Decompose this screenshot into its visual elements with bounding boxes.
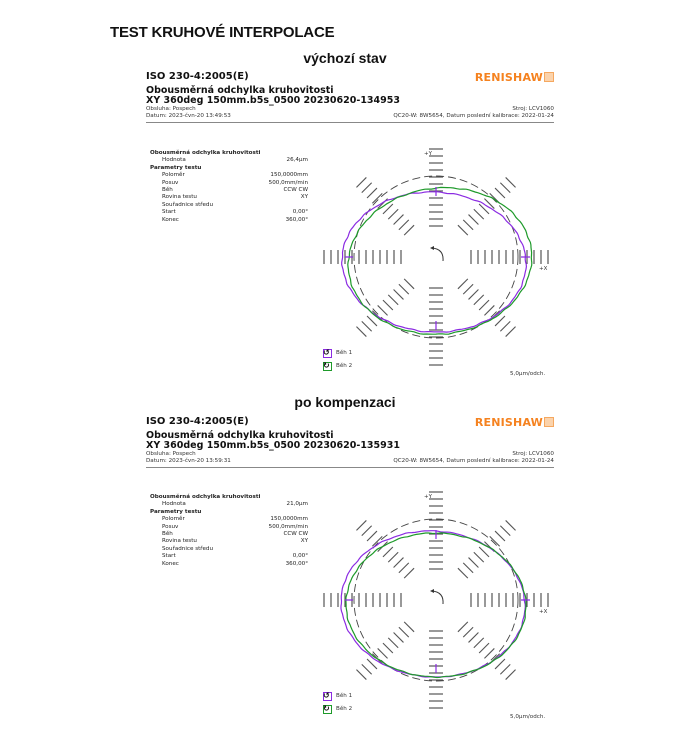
param-row (150, 553, 308, 560)
grid-tick-diag (404, 225, 414, 235)
logo-text: RENISHAW (474, 416, 543, 429)
grid-tick-diag (484, 305, 494, 315)
report-meta (146, 106, 554, 120)
legend-compensated (323, 690, 352, 716)
operator: Obsluha: Pospech (146, 451, 196, 457)
result-row (150, 157, 308, 164)
grid-tick-diag (388, 209, 398, 219)
scale-label: 5,0µm/odch. (510, 371, 546, 377)
grid-tick-diag (469, 215, 479, 225)
param-row (150, 538, 308, 545)
params-heading: Parametry testu (150, 508, 202, 515)
grid-tick-diag (500, 183, 510, 193)
params-heading: Parametry testu (150, 164, 202, 171)
operator: Obsluha: Pospech (146, 106, 196, 112)
logo-mark-icon (544, 417, 554, 427)
legend-label: Běh 2 (336, 363, 353, 369)
param-row (150, 546, 308, 553)
header-divider (146, 467, 554, 468)
param-label: Běh (162, 186, 173, 193)
grid-tick-diag (362, 664, 372, 674)
param-label: Posuv (162, 523, 179, 530)
report-meta (146, 451, 554, 465)
cw-arrow-icon: ↻ (323, 362, 332, 371)
grid-tick-diag (479, 204, 489, 214)
param-row (150, 217, 308, 224)
rotation-arrow-icon (432, 248, 443, 261)
param-row (150, 172, 308, 179)
calibration: QC20-W: 8W5654, Datum poslední kalibrace: 2022-01-24 (393, 113, 554, 119)
result-heading: Obousměrná odchylka kruhovitosti (150, 494, 261, 500)
machine: Stroj: LCV1060 (512, 451, 554, 457)
grid-tick-diag (399, 220, 409, 230)
param-value: CCW CW (283, 530, 308, 537)
scale-label: 5,0µm/odch. (510, 714, 546, 720)
results-panel-compensated (150, 494, 308, 568)
param-label: Souřadnice středu (162, 201, 214, 208)
grid-tick-diag (458, 622, 468, 632)
param-label: Souřadnice středu (162, 545, 214, 552)
grid-tick-diag (356, 670, 366, 680)
param-row (150, 187, 308, 194)
param-row (150, 516, 308, 523)
grid-tick-diag (469, 633, 479, 643)
grid-tick-diag (490, 536, 500, 546)
grid-tick-diag (367, 316, 377, 326)
ccw-arrow-icon: ↺ (323, 692, 332, 701)
grid-tick-diag (463, 220, 473, 230)
axis-y-label: +Y (424, 494, 432, 500)
grid-tick-diag (469, 290, 479, 300)
grid-tick-diag (394, 633, 404, 643)
param-label: Konec (162, 216, 179, 223)
param-value: 360,00° (285, 560, 308, 567)
grid-tick-diag (479, 547, 489, 557)
report-title-line1: Obousměrná odchylka kruhovitosti (146, 85, 334, 96)
report-header-initial (146, 71, 554, 123)
ccw-arrow-icon: ↺ (323, 349, 332, 358)
param-label: Rovina testu (162, 194, 197, 201)
grid-tick-diag (500, 321, 510, 331)
report-title-line2: XY 360deg 150mm.b5s_0500 20230620-134953 (146, 95, 400, 106)
grid-tick-diag (495, 316, 505, 326)
param-value: 150,0000mm (270, 172, 308, 179)
report-title-line1: Obousměrná odchylka kruhovitosti (146, 430, 334, 441)
grid-tick-diag (506, 327, 516, 337)
date: Datum: 2023-čvn-20 13:49:53 (146, 113, 231, 119)
result-value: 21,0µm (286, 501, 308, 508)
result-label: Hodnota (162, 157, 186, 164)
standard-label: ISO 230-4:2005(E) (146, 416, 249, 427)
page-title: TEST KRUHOVÉ INTERPOLACE (110, 24, 335, 41)
grid-tick-diag (378, 648, 388, 658)
grid-tick-diag (463, 284, 473, 294)
param-label: Konec (162, 560, 179, 567)
grid-tick-diag (356, 177, 366, 187)
grid-tick-diag (495, 531, 505, 541)
date: Datum: 2023-čvn-20 13:59:31 (146, 458, 231, 464)
legend-run2 (323, 703, 352, 716)
grid-tick-diag (495, 188, 505, 198)
grid-tick-diag (479, 643, 489, 653)
grid-tick-diag (356, 520, 366, 530)
axis-y-label: +Y (424, 151, 432, 157)
result-row (150, 501, 308, 508)
param-value: 150,0000mm (270, 516, 308, 523)
grid-tick-diag (506, 520, 516, 530)
grid-tick-diag (372, 193, 382, 203)
grid-tick-diag (469, 558, 479, 568)
grid-tick-diag (458, 568, 468, 578)
param-value: XY (300, 194, 308, 201)
grid-tick-diag (506, 670, 516, 680)
axis-x-label: +X (539, 266, 548, 272)
logo-mark-icon (544, 72, 554, 82)
grid-tick-diag (404, 568, 414, 578)
grid-tick-diag (500, 664, 510, 674)
param-label: Poloměr (162, 172, 185, 179)
param-label: Start (162, 553, 176, 560)
calibration: QC20-W: 8W5654, Datum poslední kalibrace: 2022-01-24 (393, 458, 554, 464)
param-row (150, 524, 308, 531)
grid-tick-diag (388, 552, 398, 562)
grid-tick-diag (463, 563, 473, 573)
legend-label: Běh 2 (336, 706, 353, 712)
polar-plot-initial (318, 144, 554, 370)
param-value: 0,00° (292, 209, 308, 216)
grid-tick-diag (367, 188, 377, 198)
grid-tick-diag (506, 177, 516, 187)
rotation-arrow-icon (432, 591, 443, 604)
grid-tick-diag (474, 552, 484, 562)
param-value: 360,00° (285, 216, 308, 223)
results-panel-initial (150, 150, 308, 224)
legend-label: Běh 1 (336, 350, 353, 356)
grid-tick-diag (383, 643, 393, 653)
legend-run2 (323, 360, 352, 373)
grid-tick-diag (356, 327, 366, 337)
param-row (150, 180, 308, 187)
param-label: Posuv (162, 179, 179, 186)
axis-x-label: +X (539, 609, 548, 615)
grid-tick-diag (394, 558, 404, 568)
cw-arrow-icon: ↻ (323, 705, 332, 714)
renishaw-logo (475, 71, 554, 84)
grid-tick-diag (367, 531, 377, 541)
legend-label: Běh 1 (336, 693, 353, 699)
result-value: 26,4µm (286, 157, 308, 164)
grid-tick-diag (399, 284, 409, 294)
legend-run1 (323, 690, 352, 703)
machine: Stroj: LCV1060 (512, 106, 554, 112)
grid-tick-diag (474, 295, 484, 305)
param-row (150, 209, 308, 216)
grid-tick-diag (399, 563, 409, 573)
rotation-arrowhead-icon (430, 246, 434, 250)
param-row (150, 194, 308, 201)
legend-initial (323, 347, 352, 373)
grid-tick-diag (388, 638, 398, 648)
nominal-circle (354, 176, 518, 338)
grid-tick-diag (495, 659, 505, 669)
report-title-line2: XY 360deg 150mm.b5s_0500 20230620-135931 (146, 440, 400, 451)
legend-run1 (323, 347, 352, 360)
param-value: 500,0mm/min (268, 179, 308, 186)
result-heading: Obousměrná odchylka kruhovitosti (150, 150, 261, 156)
grid-tick-diag (479, 300, 489, 310)
section-title-compensated: po kompenzaci (294, 394, 396, 410)
renishaw-logo (475, 416, 554, 429)
grid-tick-diag (500, 526, 510, 536)
result-label: Hodnota (162, 501, 186, 508)
grid-tick-diag (474, 638, 484, 648)
grid-tick-diag (383, 300, 393, 310)
param-value: XY (300, 538, 308, 545)
header-divider (146, 122, 554, 123)
grid-tick-diag (362, 526, 372, 536)
grid-tick-diag (484, 648, 494, 658)
grid-tick-diag (394, 290, 404, 300)
param-label: Start (162, 209, 176, 216)
param-value: 500,0mm/min (268, 523, 308, 530)
grid-tick-diag (458, 225, 468, 235)
grid-tick-diag (378, 305, 388, 315)
param-label: Běh (162, 530, 173, 537)
param-label: Rovina testu (162, 538, 197, 545)
param-label: Poloměr (162, 516, 185, 523)
grid-tick-diag (474, 209, 484, 219)
grid-tick-diag (362, 183, 372, 193)
param-row (150, 531, 308, 538)
grid-tick-diag (399, 627, 409, 637)
grid-tick-diag (388, 295, 398, 305)
grid-tick-diag (394, 215, 404, 225)
standard-label: ISO 230-4:2005(E) (146, 71, 249, 82)
rotation-arrowhead-icon (430, 589, 434, 593)
param-value: 0,00° (292, 553, 308, 560)
logo-text: RENISHAW (474, 71, 543, 84)
polar-plot-compensated (318, 487, 554, 713)
param-row (150, 202, 308, 209)
param-value: CCW CW (283, 186, 308, 193)
grid-tick-diag (404, 279, 414, 289)
section-title-initial: výchozí stav (303, 50, 387, 66)
report-header-compensated (146, 416, 554, 468)
param-row (150, 561, 308, 568)
grid-tick-diag (383, 547, 393, 557)
grid-tick-diag (404, 622, 414, 632)
grid-tick-diag (463, 627, 473, 637)
grid-tick-diag (362, 321, 372, 331)
grid-tick-diag (458, 279, 468, 289)
